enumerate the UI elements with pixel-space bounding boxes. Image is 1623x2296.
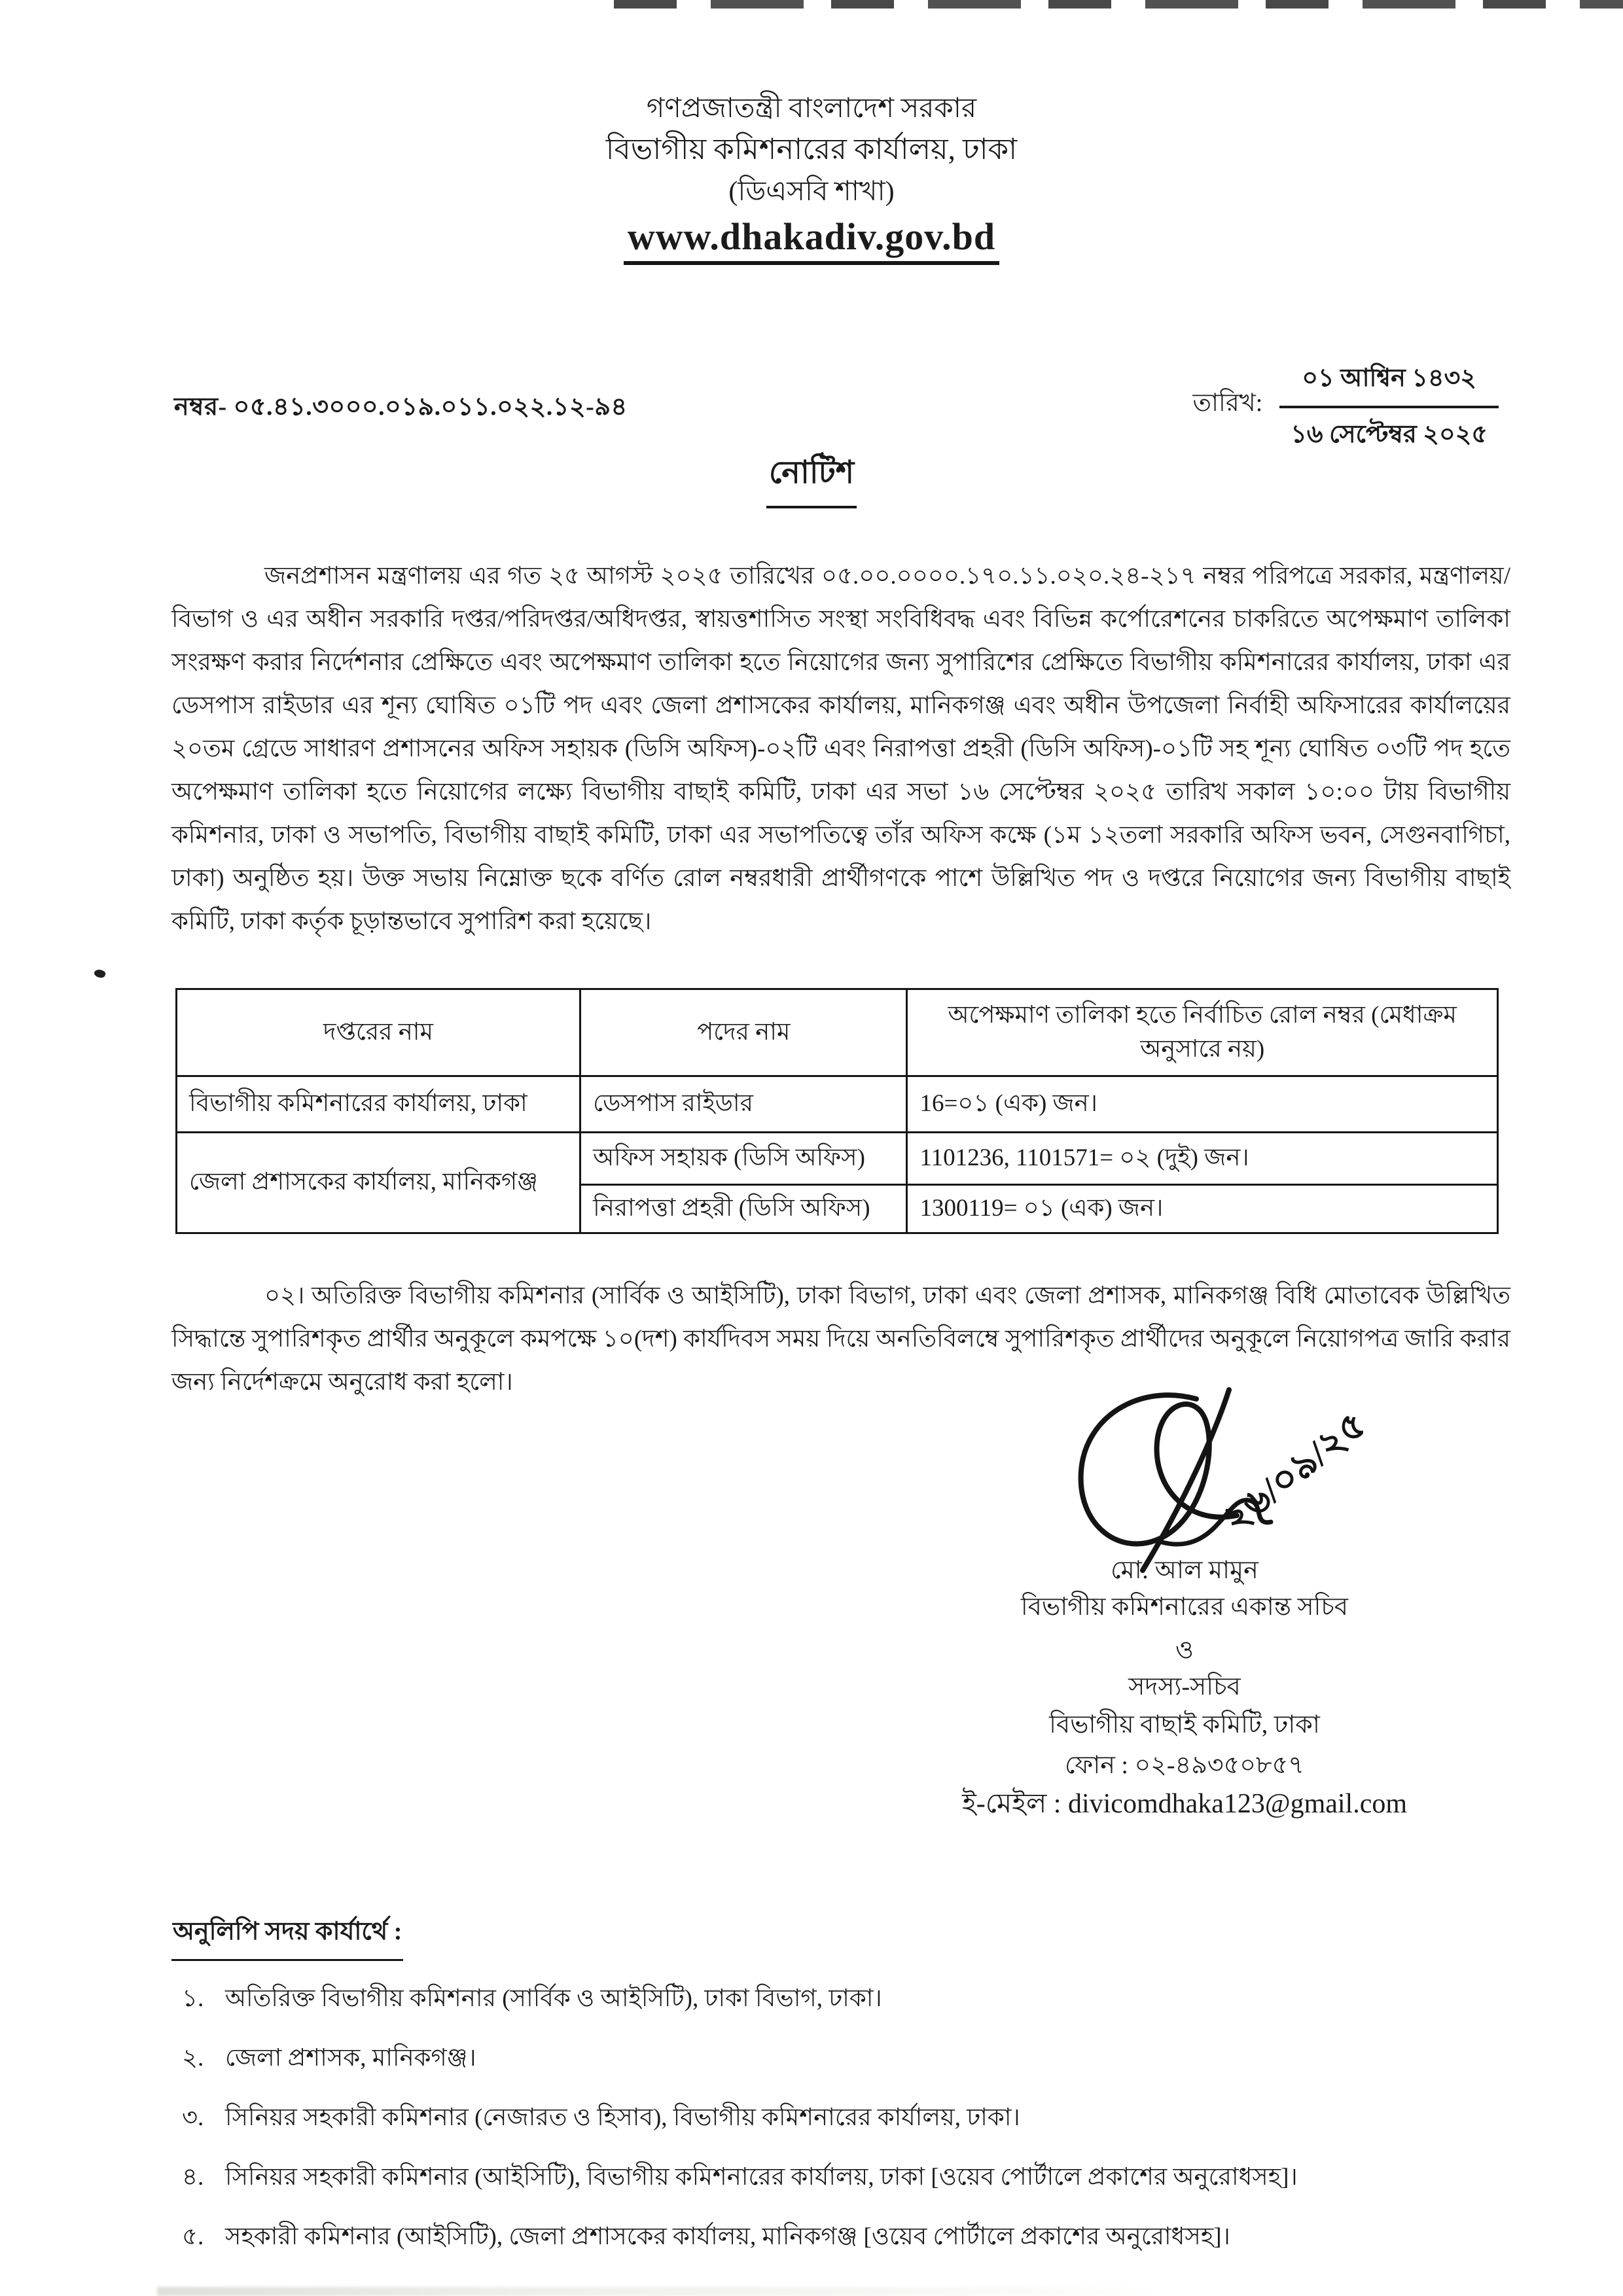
signature-scribble-icon bbox=[1021, 1379, 1400, 1576]
item-number: ৩. bbox=[182, 2104, 204, 2131]
distribution-list bbox=[182, 1981, 1497, 2279]
list-item bbox=[182, 2160, 1497, 2195]
item-number: ৪. bbox=[182, 2164, 204, 2191]
item-number: ১. bbox=[182, 1985, 204, 2012]
signatory-designation-1: বিভাগীয় কমিশনারের একান্ত সচিব bbox=[1020, 1593, 1349, 1621]
item-text: সিনিয়র সহকারী কমিশনার (নেজারত ও হিসাব), বিভাগীয় কমিশনারের কার্যালয়, ঢাকা। bbox=[225, 2104, 1020, 2131]
conjunction: ও bbox=[1175, 1636, 1194, 1664]
date-values bbox=[1279, 359, 1499, 457]
roll-cell: 1101236, 1101571= ০২ (দুই) জন। bbox=[907, 1133, 1498, 1185]
date-block bbox=[1193, 359, 1499, 457]
body-paragraph-2: ০২। অতিরিক্ত বিভাগীয় কমিশনার (সার্বিক ও আইসিটি), ঢাকা বিভাগ, ঢাকা এবং জেলা প্রশাসক, মানিকগঞ্জ বিধি মোতাবেক উল্লিখিত সিদ্ধান্তে সুপারিশকৃত প্রার্থীর অনুকূলে কমপক্ষে ১০(দশ) কার্যদিবস সময় দিয়ে অনতিবিলম্বে সুপারিশকৃত প্রার্থীদের অনুকূলে নিয়োগপত্র জারি করার জন্য নির্দেশক্রমে অনুরোধ করা হলো। bbox=[171, 1282, 1510, 1396]
date-gregorian-calendar: ১৬ সেপ্টেম্বর ২০২৫ bbox=[1291, 421, 1488, 448]
item-text: সিনিয়র সহকারী কমিশনার (আইসিটি), বিভাগীয় কমিশনারের কার্যালয়, ঢাকা [ওয়েব পোর্টালে প্রকাশের অনুরোধসহ]। bbox=[225, 2164, 1298, 2191]
roll-cell: 16=০১ (এক) জন। bbox=[907, 1076, 1498, 1133]
committee-name: বিভাগীয় বাছাই কমিটি, ঢাকা bbox=[1049, 1711, 1320, 1739]
list-item bbox=[182, 2100, 1497, 2136]
recommendation-table bbox=[175, 988, 1499, 1234]
date-bengali-calendar: ০১ আশ্বিন ১৪৩২ bbox=[1279, 359, 1499, 408]
memo-number: নম্বর- ০৫.৪১.৩০০০.০১৯.০১১.০২২.১২-৯৪ bbox=[174, 393, 628, 421]
signatory-name: মো: আল মামুন bbox=[1111, 1557, 1258, 1584]
item-text: জেলা প্রশাসক, মানিকগঞ্জ। bbox=[225, 2045, 476, 2072]
list-item bbox=[182, 1981, 1497, 2017]
office-cell: বিভাগীয় কমিশনারের কার্যালয়, ঢাকা bbox=[177, 1076, 580, 1133]
date-label: তারিখ: bbox=[1192, 389, 1263, 417]
office-cell: জেলা প্রশাসকের কার্যালয়, মানিকগঞ্জ bbox=[177, 1133, 580, 1233]
office-name: বিভাগীয় কমিশনারের কার্যালয়, ঢাকা bbox=[605, 132, 1018, 166]
post-cell: অফিস সহায়ক (ডিসি অফিস) bbox=[580, 1133, 907, 1185]
header-office-name: দপ্তরের নাম bbox=[177, 989, 580, 1076]
list-item bbox=[182, 2041, 1497, 2076]
body-paragraph-1: জনপ্রশাসন মন্ত্রণালয় এর গত ২৫ আগস্ট ২০২৫ তারিখের ০৫.০০.০০০০.১৭০.১১.০২০.২৪-২১৭ নম্বর পরিপত্রে সরকার, মন্ত্রণালয়/বিভাগ ও এর অধীন সরকারি দপ্তর/পরিদপ্তর/অধিদপ্তর, স্বায়ত্তশাসিত সংস্থা সংবিধিবদ্ধ এবং বিভিন্ন কর্পোরেশনের চাকরিতে অপেক্ষমাণ তালিকা সংরক্ষণ করার নির্দেশনার প্রেক্ষিতে এবং অপেক্ষমাণ তালিকা হতে নিয়োগের জন্য সুপারিশের প্রেক্ষিতে বিভাগীয় কমিশনারের কার্যালয়, ঢাকা এর ডেসপাস রাইডার এর শূন্য ঘোষিত ০১টি পদ এবং জেলা প্রশাসকের কার্যালয়, মানিকগঞ্জ এবং অধীন উপজেলা নির্বাহী অফিসারের কার্যালয়ের ২০তম গ্রেডে সাধারণ প্রশাসনের অফিস সহায়ক (ডিসি অফিস)-০২টি এবং নিরাপত্তা প্রহরী (ডিসি অফিস)-০১টি সহ শূন্য ঘোষিত ০৩টি পদ হতে অপেক্ষমাণ তালিকা হতে নিয়োগের লক্ষ্যে বিভাগীয় বাছাই কমিটি, ঢাকা এর সভা ১৬ সেপ্টেম্বর ২০২৫ তারিখ সকাল ১০:০০ টায় বিভাগীয় কমিশনার, ঢাকা ও সভাপতি, বিভাগীয় বাছাই কমিটি, ঢাকা এর সভাপতিত্বে তাঁর অফিস কক্ষে (১ম ১২তলা সরকারি অফিস ভবন, সেগুনবাগিচা, ঢাকা) অনুষ্ঠিত হয়। উক্ত সভায় নিম্নোক্ত ছকে বর্ণিত রোল নম্বরধারী প্রার্থীগণকে পাশে উল্লিখিত পদ ও দপ্তরে নিয়োগের জন্য বিভাগীয় বাছাই কমিটি, ঢাকা কর্তৃক চূড়ান্তভাবে সুপারিশ করা হয়েছে। bbox=[171, 563, 1511, 935]
header-post-name: পদের নাম bbox=[580, 989, 907, 1076]
ink-dot-artifact bbox=[93, 968, 106, 979]
item-number: ২. bbox=[182, 2045, 204, 2072]
website-url: www.dhakadiv.gov.bd bbox=[624, 215, 999, 264]
table-row bbox=[177, 1076, 1498, 1133]
table-row bbox=[177, 1133, 1498, 1185]
roll-cell: 1300119= ০১ (এক) জন। bbox=[907, 1185, 1498, 1233]
list-item bbox=[182, 2219, 1497, 2255]
item-number: ৫. bbox=[182, 2223, 204, 2250]
item-text: সহকারী কমিশনার (আইসিটি), জেলা প্রশাসকের কার্যালয়, মানিকগঞ্জ [ওয়েব পোর্টালে প্রকাশের অনুরোধসহ]। bbox=[225, 2223, 1230, 2250]
scanner-edge-artifact bbox=[614, 0, 1623, 9]
header-roll-number: অপেক্ষমাণ তালিকা হতে নির্বাচিত রোল নম্বর (মেধাক্রম অনুসারে নয়) bbox=[907, 989, 1498, 1076]
table-header-row bbox=[177, 989, 1498, 1076]
government-name: গণপ্রজাতন্ত্রী বাংলাদেশ সরকার bbox=[646, 94, 977, 124]
phone-number: ফোন : ০২-৪৯৩৫০৮৫৭ bbox=[1065, 1752, 1304, 1779]
item-text: অতিরিক্ত বিভাগীয় কমিশনার (সার্বিক ও আইসিটি), ঢাকা বিভাগ, ঢাকা। bbox=[225, 1985, 882, 2012]
post-cell: নিরাপত্তা প্রহরী (ডিসি অফিস) bbox=[580, 1185, 907, 1233]
email-address: ই-মেইল : divicomdhaka123@gmail.com bbox=[961, 1789, 1408, 1819]
distribution-heading: অনুলিপি সদয় কার্যার্থে : bbox=[171, 1912, 403, 1961]
bottom-smudge-artifact bbox=[157, 2287, 1178, 2296]
signatory-designation-2: সদস্য-সচিব bbox=[1128, 1673, 1241, 1701]
signature-date-handwritten: ২৬/০৯/২৫ bbox=[1214, 1403, 1374, 1541]
notice-title: নোটিশ bbox=[0, 449, 1623, 508]
post-cell: ডেসপাস রাইডার bbox=[580, 1076, 907, 1133]
letterhead bbox=[0, 93, 1623, 265]
branch-name: (ডিএসবি শাখা) bbox=[728, 176, 895, 207]
